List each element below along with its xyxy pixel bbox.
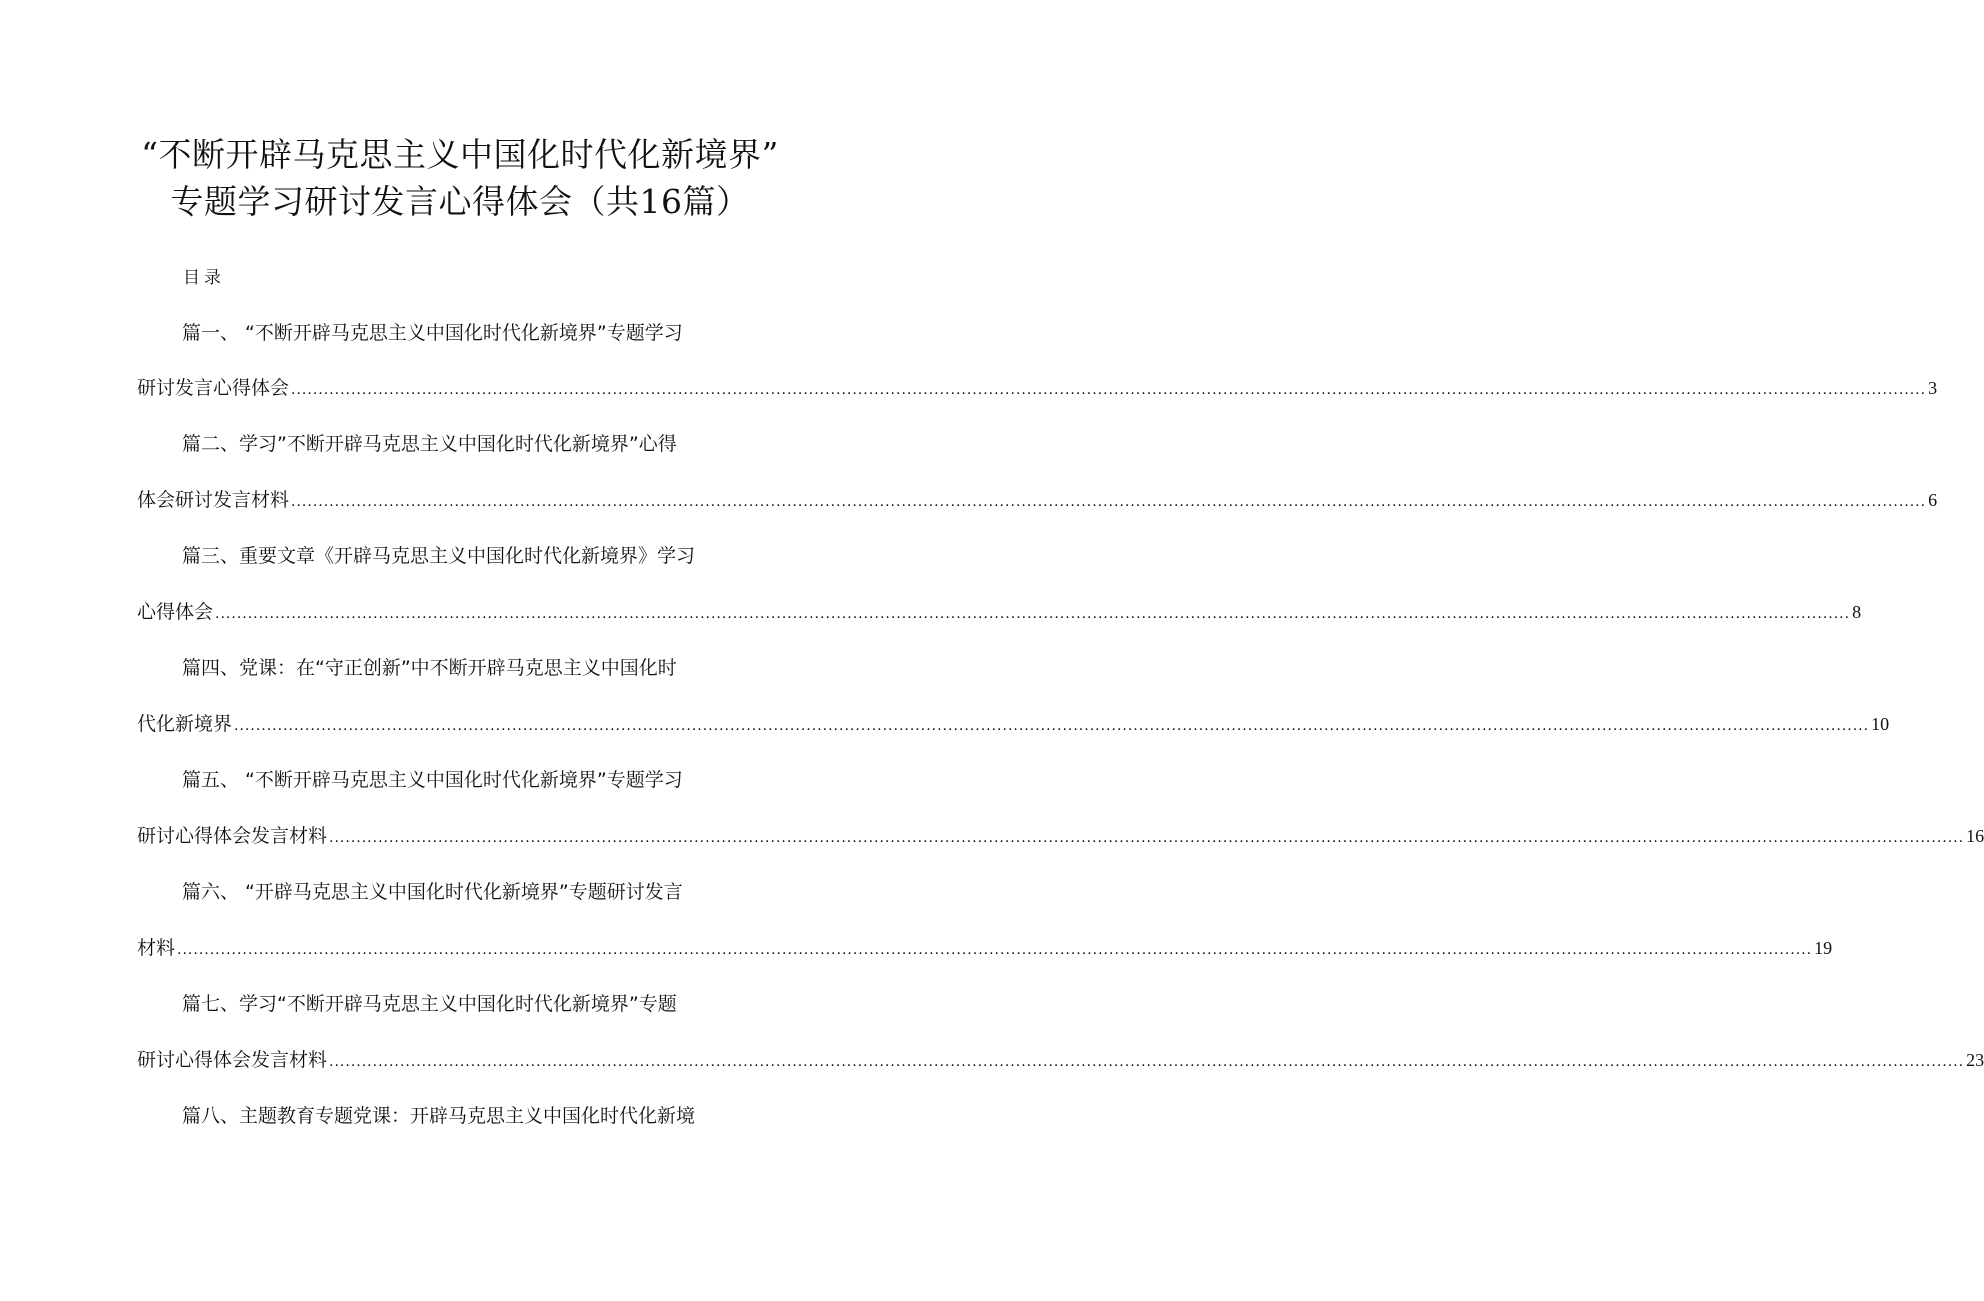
toc-entry-5-title[interactable]: 篇五、 “不断开辟马克思主义中国化时代化新境界”专题学习 — [182, 769, 683, 791]
toc-entry-6-text: 材料 — [137, 937, 176, 959]
toc-entry-1-page: 3 — [1928, 378, 1938, 398]
toc-entry-3-leader: ............................................................................................................................................................................................................................................................................................................ — [215, 606, 1851, 622]
toc-entry-8-title[interactable]: 篇八、主题教育专题党课：开辟马克思主义中国化时代化新境 — [182, 1105, 696, 1127]
toc-entry-6-leader: ............................................................................................................................................................................................................................................................................................................ — [177, 942, 1813, 958]
document-title-line-1: “不断开辟马克思主义中国化时代化新境界” — [141, 135, 779, 174]
toc-entry-6-title[interactable]: 篇六、 “开辟马克思主义中国化时代化新境界”专题研讨发言 — [182, 881, 683, 903]
toc-entry-5-page: 16 — [1966, 826, 1984, 846]
toc-entry-2-leader: ............................................................................................................................................................................................................................................................................................................ — [291, 494, 1927, 510]
toc-entry-7-title[interactable]: 篇七、学习“不断开辟马克思主义中国化时代化新境界”专题 — [182, 993, 677, 1015]
document-title-line-2: 专题学习研讨发言心得体会（共16篇） — [170, 182, 750, 221]
toc-entry-2-text: 体会研讨发言材料 — [137, 489, 290, 511]
toc-entry-3-continuation[interactable] — [137, 599, 1862, 627]
toc-entry-1-continuation[interactable] — [137, 375, 1938, 403]
toc-entry-3-text: 心得体会 — [137, 601, 214, 623]
toc-entry-2-page: 6 — [1928, 490, 1938, 510]
toc-entry-2-continuation[interactable] — [137, 487, 1938, 515]
toc-entry-6-continuation[interactable] — [137, 935, 1833, 963]
toc-entry-6-page: 19 — [1814, 938, 1833, 958]
toc-entry-5-leader: ............................................................................................................................................................................................................................................................................................................ — [329, 830, 1965, 846]
toc-entry-4-text: 代化新境界 — [137, 713, 233, 735]
toc-heading: 目录 — [183, 268, 225, 288]
toc-entry-4-page: 10 — [1871, 714, 1890, 734]
toc-entry-4-leader: ............................................................................................................................................................................................................................................................................................................ — [234, 718, 1870, 734]
toc-entry-1-leader: ............................................................................................................................................................................................................................................................................................................ — [291, 382, 1927, 398]
toc-entry-7-text: 研讨心得体会发言材料 — [137, 1049, 328, 1071]
toc-entry-4-continuation[interactable] — [137, 711, 1890, 739]
toc-entry-1-text: 研讨发言心得体会 — [137, 377, 290, 399]
toc-entry-5-text: 研讨心得体会发言材料 — [137, 825, 328, 847]
toc-entry-7-leader: ............................................................................................................................................................................................................................................................................................................ — [329, 1054, 1965, 1070]
toc-entry-1-title[interactable]: 篇一、 “不断开辟马克思主义中国化时代化新境界”专题学习 — [182, 322, 683, 344]
toc-entry-7-continuation[interactable] — [137, 1047, 1984, 1075]
toc-entry-7-page: 23 — [1966, 1050, 1984, 1070]
toc-entry-3-title[interactable]: 篇三、重要文章《开辟马克思主义中国化时代化新境界》学习 — [182, 545, 696, 567]
toc-entry-2-title[interactable]: 篇二、学习”不断开辟马克思主义中国化时代化新境界”心得 — [182, 433, 677, 455]
toc-entry-5-continuation[interactable] — [137, 823, 1984, 851]
toc-entry-3-page: 8 — [1852, 602, 1862, 622]
toc-entry-4-title[interactable]: 篇四、党课：在“守正创新”中不断开辟马克思主义中国化时 — [182, 657, 677, 679]
